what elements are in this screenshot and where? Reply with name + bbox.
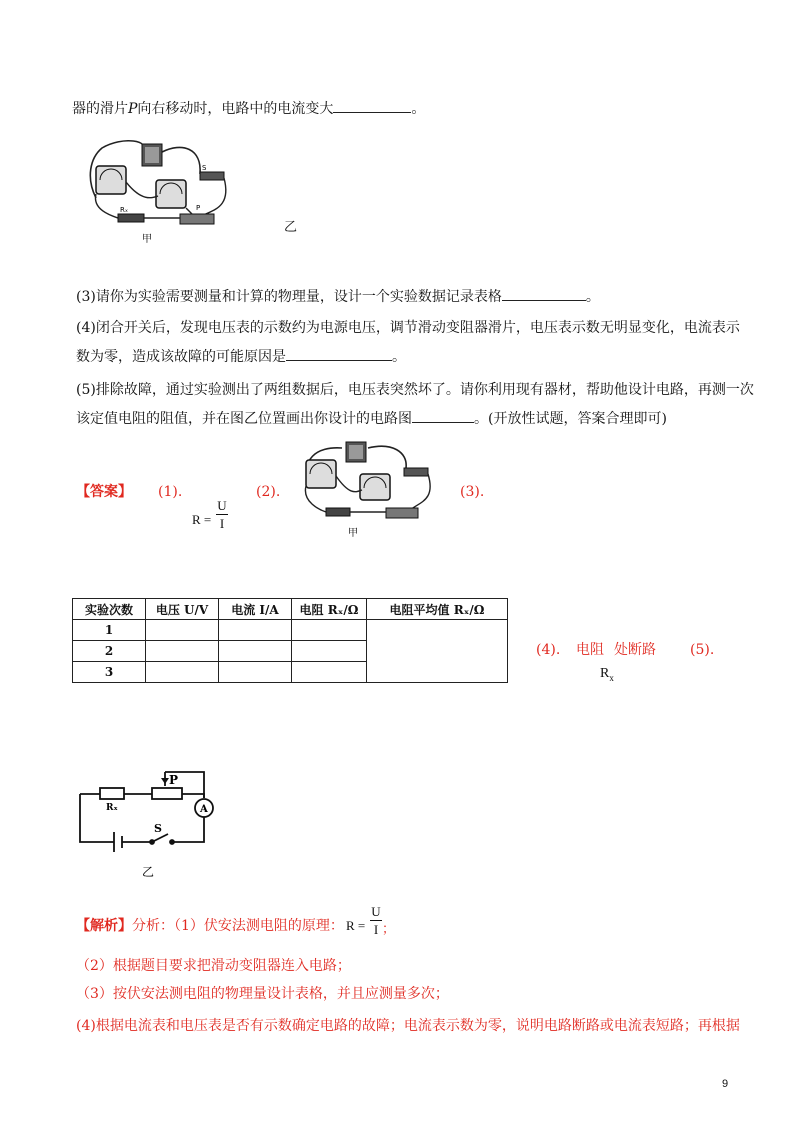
question-line-continuation	[72, 98, 425, 119]
answer-blank	[333, 98, 411, 113]
label-rx: Rₓ	[106, 803, 118, 813]
label-rx: Rₓ	[120, 206, 128, 214]
text-prefix: 器的滑片	[72, 101, 128, 117]
formula-semicolon: ；	[382, 921, 396, 936]
label-yi: 乙	[142, 865, 155, 879]
question-5-line1: (5)排除故障，通过实验测出了两组数据后，电压表突然坏了。请你利用现有器材，帮助他设计电路，再测一次	[76, 382, 754, 398]
formula-den: I	[373, 922, 379, 937]
rx-subscript: x	[609, 672, 614, 683]
avg-cell	[367, 620, 508, 683]
text-suffix: 向右移动时，电路中的电流变大	[137, 101, 334, 117]
data-record-table	[72, 598, 508, 683]
var-p: P	[128, 101, 138, 117]
rx-symbol: R	[600, 666, 610, 681]
col-header-voltage: 电压 U/V	[146, 599, 219, 620]
label-p: P	[169, 773, 179, 787]
analysis-line-3: （3）按伏安法测电阻的物理量设计表格，并且应测量多次；	[76, 986, 449, 1002]
circuit-figure-jia-answer	[296, 440, 446, 540]
answer-tag: 【答案】	[76, 484, 132, 500]
circuit-figure-jia	[82, 138, 232, 248]
answer-p3: (3).	[460, 484, 485, 500]
answer-blank	[412, 408, 474, 423]
question-5-line2	[76, 408, 667, 429]
label-p: P	[196, 204, 201, 212]
question-3	[76, 286, 600, 307]
page-number: 9	[722, 1078, 729, 1090]
answer-rx	[600, 664, 614, 688]
label-yi-top: 乙	[284, 220, 298, 235]
q4-end: 。	[392, 349, 406, 365]
answer-4-text2: 处断路	[614, 642, 656, 658]
col-header-trial: 实验次数	[73, 599, 146, 620]
answer-blank	[286, 346, 392, 361]
label-ammeter: A	[200, 804, 208, 815]
col-header-resistance: 电阻 Rₓ/Ω	[292, 599, 367, 620]
table-header-row	[73, 599, 508, 620]
formula-num: U	[217, 498, 227, 513]
analysis-line-4: (4)根据电流表和电压表是否有示数确定电路的故障；电流表示数为零，说明电路断路或电流表短路；再根据	[76, 1018, 740, 1034]
q3-end: 。	[585, 289, 600, 305]
analysis-line-2: （2）根据题目要求把滑动变阻器连入电路；	[76, 958, 351, 974]
answer-p2: (2).	[256, 484, 281, 500]
formula-den: I	[219, 516, 225, 531]
trial-number: 3	[73, 662, 146, 683]
q5-end: 。(开放性试题，答案合理即可)	[474, 411, 667, 427]
circuit-diagram-yi	[70, 766, 220, 882]
question-4-line2	[76, 346, 406, 367]
label-jia-answer: 甲	[348, 528, 358, 539]
q4-text: 数为零，造成该故障的可能原因是	[76, 349, 286, 365]
answer-p4: (4).	[536, 642, 561, 658]
answer-4-text: 电阻	[576, 642, 604, 658]
q5-text: 该定值电阻的阻值，并在图乙位置画出你设计的电路图	[76, 411, 412, 427]
col-header-current: 电流 I/A	[219, 599, 292, 620]
trial-number: 2	[73, 641, 146, 662]
analysis-tag: 【解析】	[76, 918, 132, 934]
label-s: S	[154, 822, 162, 835]
trial-number: 1	[73, 620, 146, 641]
answer-p1: (1).	[158, 484, 183, 500]
formula-lhs: R =	[346, 918, 366, 933]
text-end: 。	[411, 101, 426, 117]
q3-text: (3)请你为实验需要测量和计算的物理量，设计一个实验数据记录表格	[76, 289, 502, 305]
label-s: S	[202, 164, 207, 172]
table-row	[73, 620, 508, 641]
col-header-avg-resistance: 电阻平均值 Rₓ/Ω	[367, 599, 508, 620]
analysis-intro: 分析：（1）伏安法测电阻的原理：	[132, 918, 344, 934]
formula-num: U	[371, 904, 381, 919]
question-4-line1: (4)闭合开关后，发现电压表的示数约为电源电压，调节滑动变阻器滑片，电压表示数无明显变化，电流表示	[76, 320, 740, 336]
label-jia: 甲	[142, 234, 152, 245]
answer-blank	[502, 286, 586, 301]
formula-lhs: R =	[192, 512, 212, 527]
answer-p5: (5).	[690, 642, 715, 658]
